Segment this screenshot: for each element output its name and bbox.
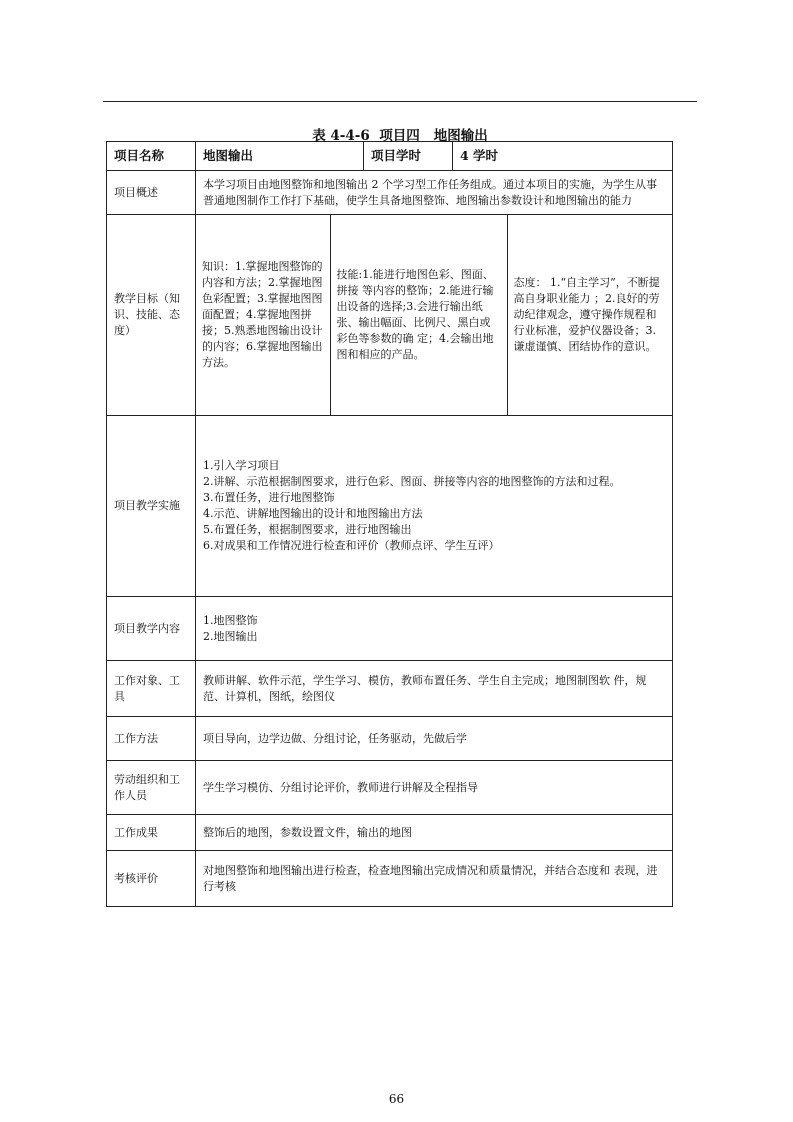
project-name-value: 地图输出: [196, 142, 364, 171]
results-text: 整饰后的地图，参数设置文件，输出的地图: [196, 815, 673, 851]
goals-row: [107, 215, 673, 416]
implementation-label: 项目教学实施: [107, 416, 196, 597]
objects-tools-text: 教师讲解、软件示范，学生学习、模仿，教师布置任务、学生自主完成；地图制图软 件，规范、计算机，图纸，绘图仪: [196, 661, 673, 717]
objects-tools-label: 工作对象、工具: [107, 661, 196, 717]
implementation-step: 1.引入学习项目: [203, 459, 280, 472]
objects-tools-row: [107, 661, 673, 717]
goals-cell: [196, 215, 673, 416]
implementation-step: 2.讲解、示范根据制图要求，进行色彩、图面、拼接等内容的地图整饰的方法和过程。: [203, 475, 621, 488]
methods-label: 工作方法: [107, 717, 196, 761]
methods-text: 项目导向，边学边做、分组讨论，任务驱动，先做后学: [196, 717, 673, 761]
page-number: 66: [388, 1092, 405, 1106]
header-row: [107, 142, 673, 171]
implementation-step: 4.示范、讲解地图输出的设计和地图输出方法: [203, 507, 423, 520]
assessment-text: 对地图整饰和地图输出进行检查，检查地图输出完成情况和质量情况，并结合态度和 表现，进行考核: [196, 851, 673, 907]
organization-label: 劳动组织和工作人员: [107, 761, 196, 815]
implementation-steps: [196, 416, 673, 597]
table-caption: 表 4-4-6 项目四 地图输出: [312, 128, 488, 144]
content-label: 项目教学内容: [107, 597, 196, 661]
goals-skill: 技能:1.能进行地图色彩、图面、拼接 等内容的整饰；2.能进行输出设备的选择;3.会进行输出纸张、输出幅面、比例尺、黑白或彩色等参数的确 定；4.会输出地图和相应的产品。: [330, 215, 507, 415]
project-hours-label: 项目学时: [364, 142, 453, 171]
methods-row: [107, 717, 673, 761]
results-row: [107, 815, 673, 851]
implementation-row: [107, 416, 673, 597]
project-hours-value: 4 学时: [453, 142, 673, 171]
results-label: 工作成果: [107, 815, 196, 851]
overview-row: [107, 171, 673, 215]
goals-label: 教学目标（知识、技能、态度）: [107, 215, 196, 416]
assessment-label: 考核评价: [107, 851, 196, 907]
goals-knowledge: 知识：1.掌握地图整饰的内容和方法；2.掌握地图色彩配置；3.掌握地图图面配置；4.掌握地图拼接；5.熟悉地图输出设计的内容；6.掌握地图输出方法。: [202, 260, 323, 369]
content-row: [107, 597, 673, 661]
project-table: [106, 141, 673, 907]
header-rule: [103, 101, 697, 102]
goals-attitude: 态度： 1.“自主学习”，不断提高自身职业能力 ；2.良好的劳动纪律观念，遵守操作规程和行业标准，爱护仪器设备；3.谦虚谨慎、团结协作的意识。: [507, 215, 672, 415]
goals-subtable: [196, 215, 672, 415]
organization-text: 学生学习模仿、分组讨论评价，教师进行讲解及全程指导: [196, 761, 673, 815]
content-item: 1.地图整饰: [203, 613, 258, 627]
overview-label: 项目概述: [107, 171, 196, 215]
project-name-label: 项目名称: [107, 142, 196, 171]
organization-row: [107, 761, 673, 815]
overview-text: 本学习项目由地图整饰和地图输出 2 个学习型工作任务组成。通过本项目的实施，为学生从事普通地图制作工作打下基础，使学生具备地图整饰、地图输出参数设计和地图输出的能力: [196, 171, 673, 215]
content-item: 2.地图输出: [203, 629, 258, 643]
implementation-step: 6.对成果和工作情况进行检查和评价（教师点评、学生互评）: [203, 539, 500, 552]
implementation-step: 3.布置任务，进行地图整饰: [203, 491, 335, 504]
assessment-row: [107, 851, 673, 907]
content-items: [196, 597, 673, 661]
implementation-step: 5.布置任务，根据制图要求，进行地图输出: [203, 523, 412, 536]
